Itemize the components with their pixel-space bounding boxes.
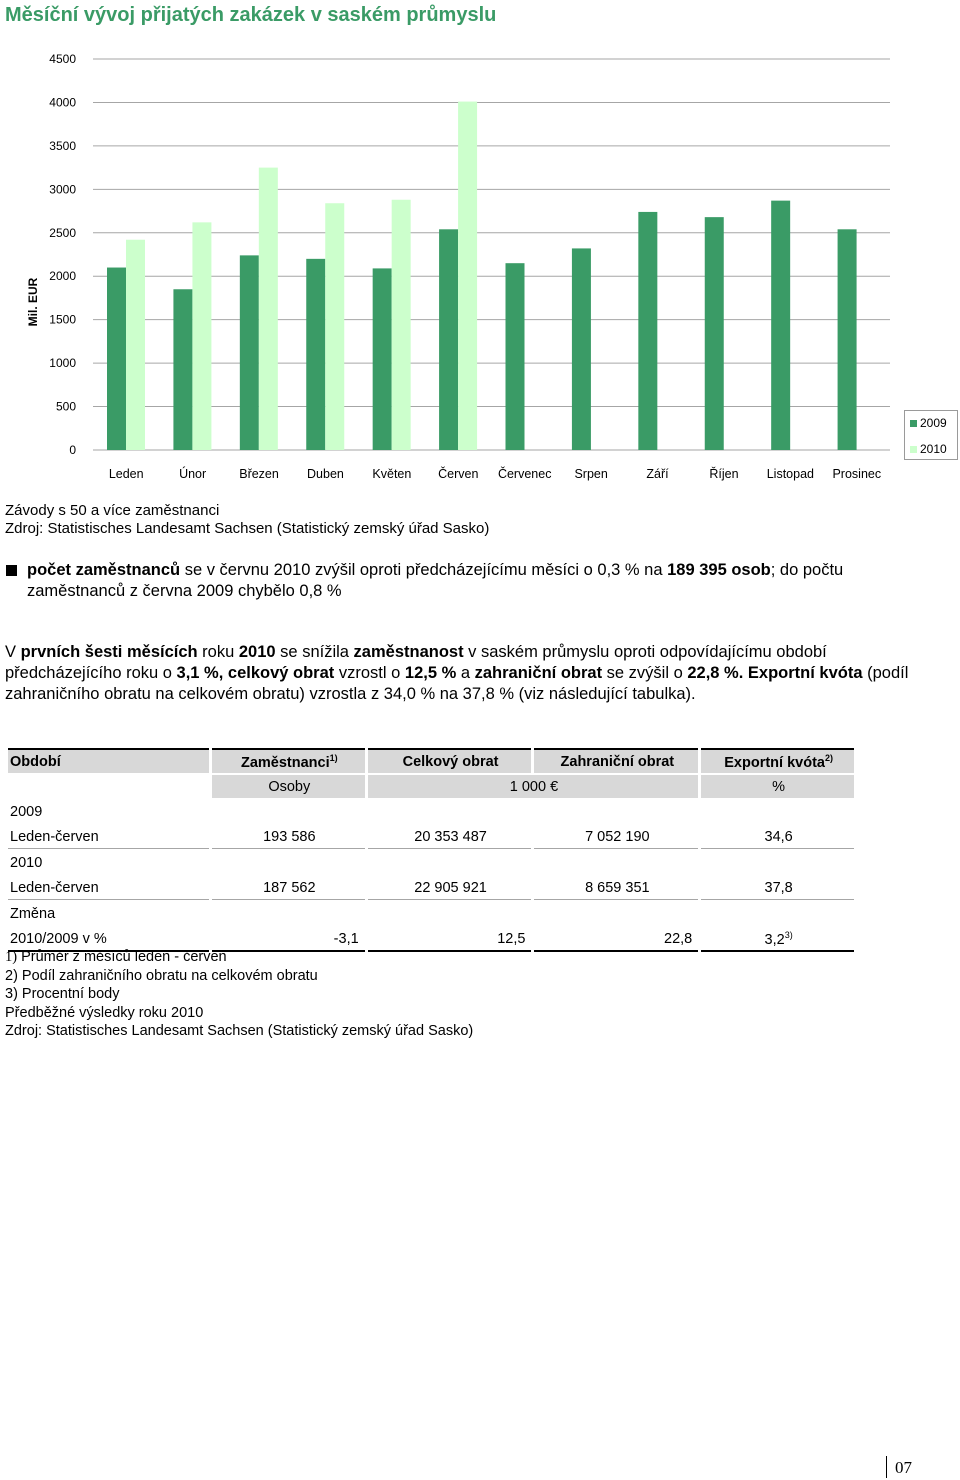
y-axis-label: Mil. EUR — [26, 277, 40, 327]
para-text-8: (podíl zahraničního obratu na celkovém obratu) vzrostla z 34,0 % na 37,8 % (viz následující tabulka). — [5, 664, 909, 703]
empty-cell — [212, 902, 365, 925]
x-tick-label: Srpen — [574, 467, 608, 481]
x-tick-label: Březen — [239, 467, 279, 481]
bullet-text-2: ; do počtu zaměstnanců z června 2009 chybělo 0,8 % — [27, 561, 844, 600]
change-label: Změna — [10, 905, 56, 922]
header-total-turnover: Celkový obrat — [368, 748, 532, 773]
bar-2010-2 — [192, 222, 211, 450]
units-money: 1 000 € — [368, 775, 699, 798]
header-employees-sup: 1) — [329, 752, 338, 763]
header-employees-label: Zaměstnanci — [240, 754, 330, 771]
bar-2009-3 — [240, 255, 259, 450]
bar-2009-8 — [572, 248, 591, 450]
legend-swatch-2010 — [910, 446, 917, 453]
y-tick-label: 4500 — [49, 52, 76, 66]
y-tick-label: 3000 — [49, 182, 76, 197]
footnote-1-number: 1) — [5, 949, 18, 965]
y-axis-ticks — [49, 52, 76, 457]
x-tick-label: Září — [646, 467, 669, 481]
y-tick-label: 0 — [69, 443, 76, 457]
row-2010-total-turnover: 22 905 921 — [368, 876, 532, 900]
bullet-bold-1: počet zaměstnanců — [27, 561, 181, 579]
bar-2009-12 — [838, 229, 857, 450]
para-bold-2: 2010 — [238, 643, 276, 661]
para-bold-3: zaměstnanost — [353, 643, 464, 661]
legend-label-2010: 2010 — [920, 442, 947, 456]
table-row — [8, 902, 854, 925]
table-row — [8, 876, 854, 900]
empty-cell — [368, 851, 532, 874]
row-change-export-quota-value: 3,2 — [764, 931, 785, 948]
para-bold-7: 22,8 %. Exportní kvóta — [687, 664, 863, 682]
y-tick-label: 2500 — [49, 225, 76, 240]
chart-gridlines — [93, 59, 890, 450]
row-2010-employees: 187 562 — [212, 876, 365, 900]
y-tick-label: 500 — [55, 399, 76, 414]
para-bold-6: zahraniční obrat — [474, 664, 603, 682]
footnote-source: Zdroj: Statistisches Landesamt Sachsen (Statistický zemský úřad Sasko) — [5, 1023, 474, 1039]
units-quota: % — [701, 775, 854, 798]
table-row — [8, 825, 854, 849]
x-tick-label: Říjen — [709, 467, 739, 481]
x-tick-label: Únor — [179, 467, 207, 481]
bar-2010-3 — [259, 168, 278, 450]
table-row — [8, 851, 854, 874]
empty-cell — [212, 800, 365, 823]
bar-2009-6 — [439, 229, 458, 450]
employees-bullet — [5, 560, 925, 602]
para-bold-5: 12,5 % — [404, 664, 457, 682]
footnote-preliminary: Předběžné výsledky roku 2010 — [5, 1004, 204, 1021]
row-change-total-turnover: 12,5 — [368, 927, 532, 952]
summary-paragraph — [5, 642, 925, 705]
para-text-6: a — [456, 664, 475, 682]
orders-bar-chart — [0, 40, 960, 490]
x-tick-label: Květen — [372, 467, 412, 481]
row-change-foreign-turnover: 22,8 — [534, 927, 698, 952]
legend-swatch-2009 — [910, 420, 917, 427]
para-text-3: se snížila — [275, 643, 354, 661]
para-text-2: roku — [197, 643, 239, 661]
empty-cell — [212, 851, 365, 874]
para-text-1: V — [5, 643, 21, 661]
empty-cell — [534, 902, 698, 925]
bullet-square-icon — [6, 565, 17, 576]
year-2009-label: 2009 — [10, 803, 43, 820]
table-units-row — [8, 775, 854, 798]
row-2009-employees: 193 586 — [212, 825, 365, 849]
x-tick-label: Duben — [307, 467, 344, 481]
row-2010-foreign-turnover: 8 659 351 — [534, 876, 698, 900]
row-2009-total-turnover: 20 353 487 — [368, 825, 532, 849]
header-employees — [212, 748, 365, 773]
x-tick-label: Listopad — [766, 467, 815, 481]
table-header-row — [8, 748, 854, 773]
x-tick-label: Leden — [108, 467, 144, 481]
legend-item-2009 — [910, 416, 947, 430]
row-change-employees: -3,1 — [212, 927, 365, 952]
bar-2009-7 — [506, 263, 525, 450]
bar-2010-6 — [458, 102, 477, 450]
row-2010-export-quota: 37,8 — [701, 876, 854, 900]
page-title: Měsíční vývoj přijatých zakázek v saském průmyslu — [5, 4, 497, 26]
footnote-1 — [5, 948, 473, 967]
x-axis-labels — [109, 466, 881, 481]
data-table — [5, 746, 857, 954]
bar-2009-11 — [771, 201, 790, 450]
empty-cell — [368, 902, 532, 925]
row-2009-period: Leden-červen — [8, 825, 209, 849]
empty-cell — [701, 800, 854, 823]
table-row — [8, 800, 854, 823]
row-change-export-quota-sup: 3) — [784, 929, 793, 940]
header-foreign-turnover: Zahraniční obrat — [534, 748, 698, 773]
row-change-period: 2010/2009 v % — [8, 927, 209, 952]
x-tick-label: Červen — [438, 467, 479, 481]
bullet-text-1: se v červnu 2010 zvýšil oproti předcházejícímu měsíci o 0,3 % na — [180, 561, 668, 579]
legend-label-2009: 2009 — [920, 416, 947, 430]
bar-2009-9 — [638, 212, 657, 450]
bar-2009-4 — [306, 259, 325, 450]
para-text-4: v saském průmyslu oproti odpovídajícímu období předcházejícího roku o — [5, 643, 827, 682]
y-tick-label: 4000 — [49, 95, 76, 110]
footnotes — [5, 948, 473, 1041]
empty-cell — [534, 800, 698, 823]
year-2010-label: 2010 — [10, 854, 43, 871]
header-export-quota — [701, 748, 854, 773]
y-tick-label: 3500 — [49, 138, 76, 153]
empty-cell — [701, 851, 854, 874]
bar-2009-1 — [107, 268, 126, 450]
footnote-1-text: Průměr z měsíců leden - červen — [17, 949, 227, 965]
bullet-bold-2: 189 395 osob — [667, 561, 771, 579]
bullet-text — [27, 560, 925, 602]
bar-2010-5 — [392, 200, 411, 450]
row-2009-export-quota: 34,6 — [701, 825, 854, 849]
bar-2009-10 — [705, 217, 724, 450]
bar-2009-2 — [173, 289, 192, 450]
page-number: 07 — [886, 1456, 912, 1478]
y-tick-label: 1000 — [49, 356, 76, 371]
para-text-7: se zvýšil o — [602, 664, 688, 682]
y-tick-label: 1500 — [49, 312, 76, 327]
chart-source: Zdroj: Statistisches Landesamt Sachsen (Statistický zemský úřad Sasko) — [5, 520, 490, 537]
legend-item-2010 — [910, 442, 947, 456]
x-tick-label: Červenec — [497, 467, 552, 481]
bar-2010-1 — [126, 240, 145, 450]
footnote-2: 2) Podíl zahraničního obratu na celkovém obratu — [5, 967, 318, 984]
header-export-quota-label: Exportní kvóta — [724, 754, 825, 771]
para-bold-4: 3,1 %, celkový obrat — [176, 664, 335, 682]
para-text-5: vzrostl o — [334, 664, 405, 682]
header-period: Období — [8, 748, 209, 773]
chart-note: Závody s 50 a více zaměstnanci — [5, 502, 220, 519]
footnote-3: 3) Procentní body — [5, 986, 120, 1002]
bar-2009-5 — [373, 268, 392, 450]
empty-cell — [534, 851, 698, 874]
empty-cell — [701, 902, 854, 925]
y-tick-label: 2000 — [49, 269, 76, 284]
row-change-export-quota — [701, 927, 854, 952]
row-2010-period: Leden-červen — [8, 876, 209, 900]
row-2009-foreign-turnover: 7 052 190 — [534, 825, 698, 849]
chart-legend — [904, 410, 958, 460]
bar-2010-4 — [325, 203, 344, 450]
empty-cell — [368, 800, 532, 823]
units-employees: Osoby — [212, 775, 365, 798]
header-export-quota-sup: 2) — [824, 752, 833, 763]
x-tick-label: Prosinec — [832, 467, 882, 481]
para-bold-1: prvních šesti měsících — [20, 643, 198, 661]
units-blank — [8, 775, 209, 798]
